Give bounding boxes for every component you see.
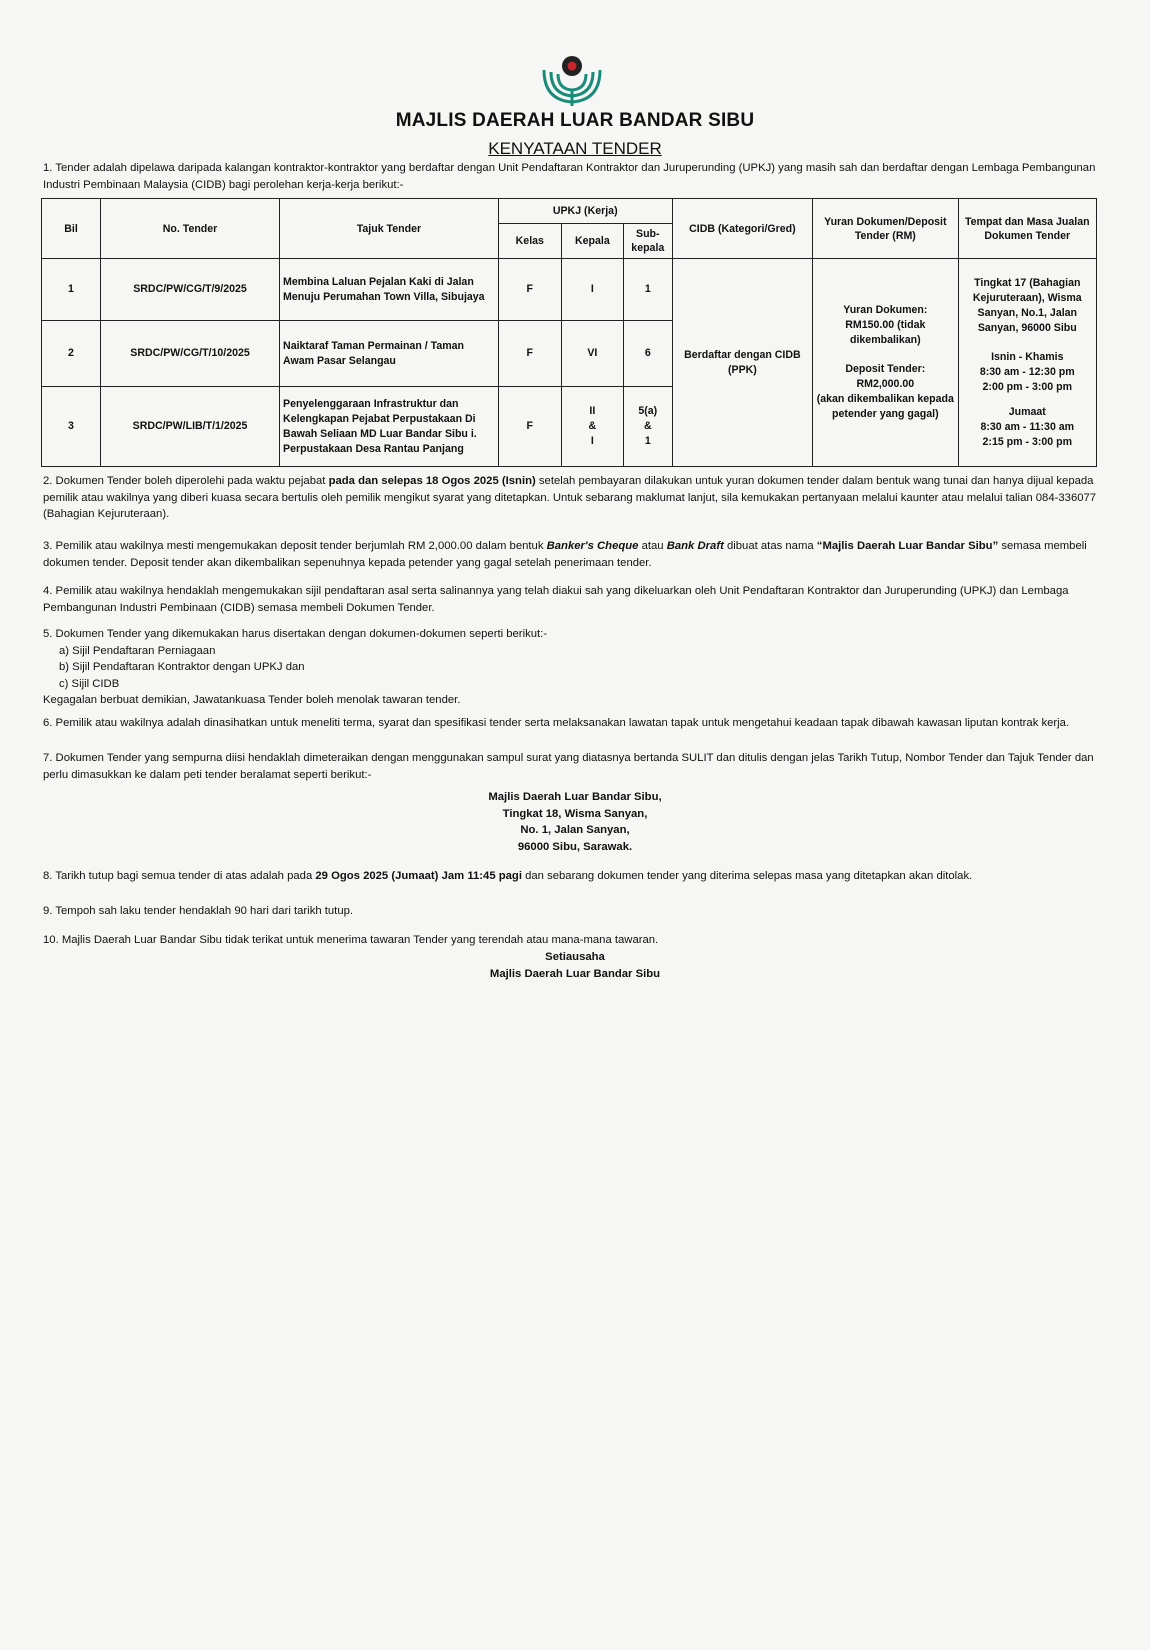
para2-text-cont: setelah pembayaran dilakukan untuk yuran dokumen tender dalam bentuk wang tunai dan hanya dijual kepada pemilik atau wakilnya yang diberi kuasa secara bertulis oleh pemilik mengikut syarat yang ditetapkan. Untuk sebarang maklumat lanjut, sila kemukakan pertanyaan melalui kaunter atau melalui talian 084-336077 (Bahagian Kejuruteraan). [43,475,1097,520]
list-item: a) Sijil Pendaftaran Perniagaan [59,644,216,657]
header-tajuk: Tajuk Tender [280,199,499,259]
row-sub-kepala: 6 [623,321,672,387]
cidb-cell: Berdaftar dengan CIDB (PPK) [672,259,812,467]
para2-date: pada dan selepas 18 Ogos 2025 (Isnin) [328,475,536,487]
deposit-note: (akan dikembalikan kepada petender yang gagal) [816,393,954,420]
paragraph-9: 9. Tempoh sah laku tender hendaklah 90 hari dari tarikh tutup. [43,905,354,917]
row-no-tender: SRDC/PW/CG/T/10/2025 [101,321,280,387]
header-no-tender: No. Tender [101,199,280,259]
para8-closing-date: 29 Ogos 2025 (Jumaat) Jam 11:45 pagi [315,870,522,882]
para3-or: atau [638,540,667,552]
address-line: Majlis Daerah Luar Bandar Sibu, [488,791,662,803]
row-bil: 3 [42,387,101,467]
signature-title: Setiausaha [545,951,605,963]
para5-outro: Kegagalan berbuat demikian, Jawatankuasa Tender boleh menolak tawaran tender. [43,694,461,706]
paragraph-10: 10. Majlis Daerah Luar Bandar Sibu tidak terikat untuk menerima tawaran Tender yang terendah atau mana-mana tawaran. [43,934,659,946]
para5-intro: 5. Dokumen Tender yang dikemukakan harus disertakan dengan dokumen-dokumen seperti berikut:- [43,628,548,640]
row-tajuk: Penyelenggaraan Infrastruktur dan Kelengkapan Pejabat Perpustakaan Di Bawah Seliaan MD Luar Bandar Sibu i. Perpustakaan Desa Rantau Panjang [280,387,499,467]
list-item: c) Sijil CIDB [59,677,120,690]
header-kelas: Kelas [498,224,561,259]
row-kepala: VI [561,321,623,387]
paragraph-5 [43,626,1098,709]
para8-text: 8. Tarikh tutup bagi semua tender di atas adalah pada [43,870,316,882]
tender-box-address [0,789,1150,855]
document-title: KENYATAAN TENDER [488,139,662,158]
para3-text: 3. Pemilik atau wakilnya mesti mengemukakan deposit tender berjumlah RM 2,000.00 dalam bentuk [43,540,547,552]
para3-text-end: semasa membeli dokumen tender. Deposit tender akan dikembalikan sepenuhnya kepada petender yang gagal setelah penerimaan tender. [43,540,1087,569]
paragraph-4: 4. Pemilik atau wakilnya hendaklah mengemukakan sijil pendaftaran asal serta salinannya yang telah diakui sah yang dikeluarkan oleh Unit Pendaftaran Kontraktor dan Juruperunding (UPKJ) dan Lembaga Pembangunan Industri Pembinaan (CIDB) semasa membeli Dokumen Tender. [43,585,1069,614]
tempat-cell [958,259,1096,467]
paragraph-2 [43,473,1098,523]
deposit-label: Deposit Tender: [845,363,926,375]
table-header-row [42,199,1097,224]
tempat-time-weekday-am: 8:30 am - 12:30 pm [979,365,1075,378]
header-kepala: Kepala [561,224,623,259]
organization-title: MAJLIS DAERAH LUAR BANDAR SIBU [395,110,755,131]
row-kelas: F [498,259,561,321]
para3-text-mid: dibuat atas nama [723,540,817,552]
tempat-days-weekday: Isnin - Khamis [991,350,1064,363]
tempat-time-weekday-pm: 2:00 pm - 3:00 pm [982,380,1073,393]
paragraph-7: 7. Dokumen Tender yang sempurna diisi hendaklah dimeteraikan dengan menggunakan sampul surat yang diatasnya bertanda SULIT dan ditulis dengan jelas Tarikh Tutup, Nombor Tender dan Tajuk Tender dan perlu dimasukkan ke dalam peti tender beralamat seperti berikut:- [43,752,1094,781]
row-no-tender: SRDC/PW/CG/T/9/2025 [101,259,280,321]
para2-text: 2. Dokumen Tender boleh diperolehi pada waktu pejabat [43,475,329,487]
para8-text-end: dan sebarang dokumen tender yang diterima selepas masa yang ditetapkan akan ditolak. [521,870,973,882]
kepala-line: I [590,435,594,447]
kepala-line: & [588,420,597,432]
intro-paragraph: 1. Tender adalah dipelawa daripada kalangan kontraktor-kontraktor yang berdaftar dengan Unit Pendaftaran Kontraktor dan Juruperunding (UPKJ) yang masih sah dan berdaftar dengan Lembaga Pembangunan Industri Pembinaan Malaysia (CIDB) bagi perolehan kerja-kerja berikut:- [43,162,1096,191]
para3-bank-draft: Bank Draft [666,540,724,552]
address-line: 96000 Sibu, Sarawak. [517,840,633,853]
row-bil: 1 [42,259,101,321]
row-kepala: I [561,259,623,321]
address-line: Tingkat 18, Wisma Sanyan, [502,807,648,820]
row-kepala [561,387,623,467]
tempat-time-friday-am: 8:30 am - 11:30 am [980,420,1075,433]
header-bil: Bil [42,199,101,259]
header-upkj: UPKJ (Kerja) [498,199,672,224]
signature-organization: Majlis Daerah Luar Bandar Sibu [489,967,661,980]
tempat-time-friday-pm: 2:15 pm - 3:00 pm [982,435,1073,448]
row-sub-kepala: 1 [623,259,672,321]
council-logo [536,52,608,108]
tender-table [41,198,1097,467]
tempat-address: Tingkat 17 (Bahagian Kejuruteraan), Wisma Sanyan, No.1, Jalan Sanyan, 96000 Sibu [972,276,1082,334]
row-kelas: F [498,321,561,387]
tempat-days-friday: Jumaat [1008,405,1046,418]
kepala-line: II [589,405,596,417]
signature-block [0,949,1150,982]
header-tempat: Tempat dan Masa Jualan Dokumen Tender [958,199,1096,259]
sub-kepala-line: 5(a) [638,405,658,417]
row-bil: 2 [42,321,101,387]
yuran-doc-label: Yuran Dokumen: [843,304,928,316]
list-item: b) Sijil Pendaftaran Kontraktor dengan UPKJ dan [59,661,305,673]
header-cidb: CIDB (Kategori/Gred) [672,199,812,259]
para3-payee: “Majlis Daerah Luar Bandar Sibu” [816,540,999,552]
paragraph-3 [43,538,1098,571]
row-sub-kepala [623,387,672,467]
row-tajuk: Membina Laluan Pejalan Kaki di Jalan Menuju Perumahan Town Villa, Sibujaya [280,259,499,321]
table-row [42,259,1097,321]
yuran-cell [813,259,958,467]
deposit-value: RM2,000.00 [856,378,915,390]
paragraph-8 [43,868,1098,885]
sub-kepala-line: & [643,420,652,432]
row-kelas: F [498,387,561,467]
para3-bankers-cheque: Banker's Cheque [546,540,639,552]
paragraph-6: 6. Pemilik atau wakilnya adalah dinasihatkan untuk meneliti terma, syarat dan spesifikasi tender serta melaksanakan lawatan tapak untuk mengetahui keadaan tapak dibawah kawasan liputan kontrak kerja. [43,717,1070,729]
sub-kepala-line: 1 [644,435,651,447]
header-yuran: Yuran Dokumen/Deposit Tender (RM) [813,199,958,259]
yuran-doc-value: RM150.00 (tidak dikembalikan) [845,319,926,346]
header-sub-kepala: Sub-kepala [623,224,672,259]
row-no-tender: SRDC/PW/LIB/T/1/2025 [101,387,280,467]
address-line: No. 1, Jalan Sanyan, [520,824,630,836]
row-tajuk: Naiktaraf Taman Permainan / Taman Awam Pasar Selangau [280,321,499,387]
